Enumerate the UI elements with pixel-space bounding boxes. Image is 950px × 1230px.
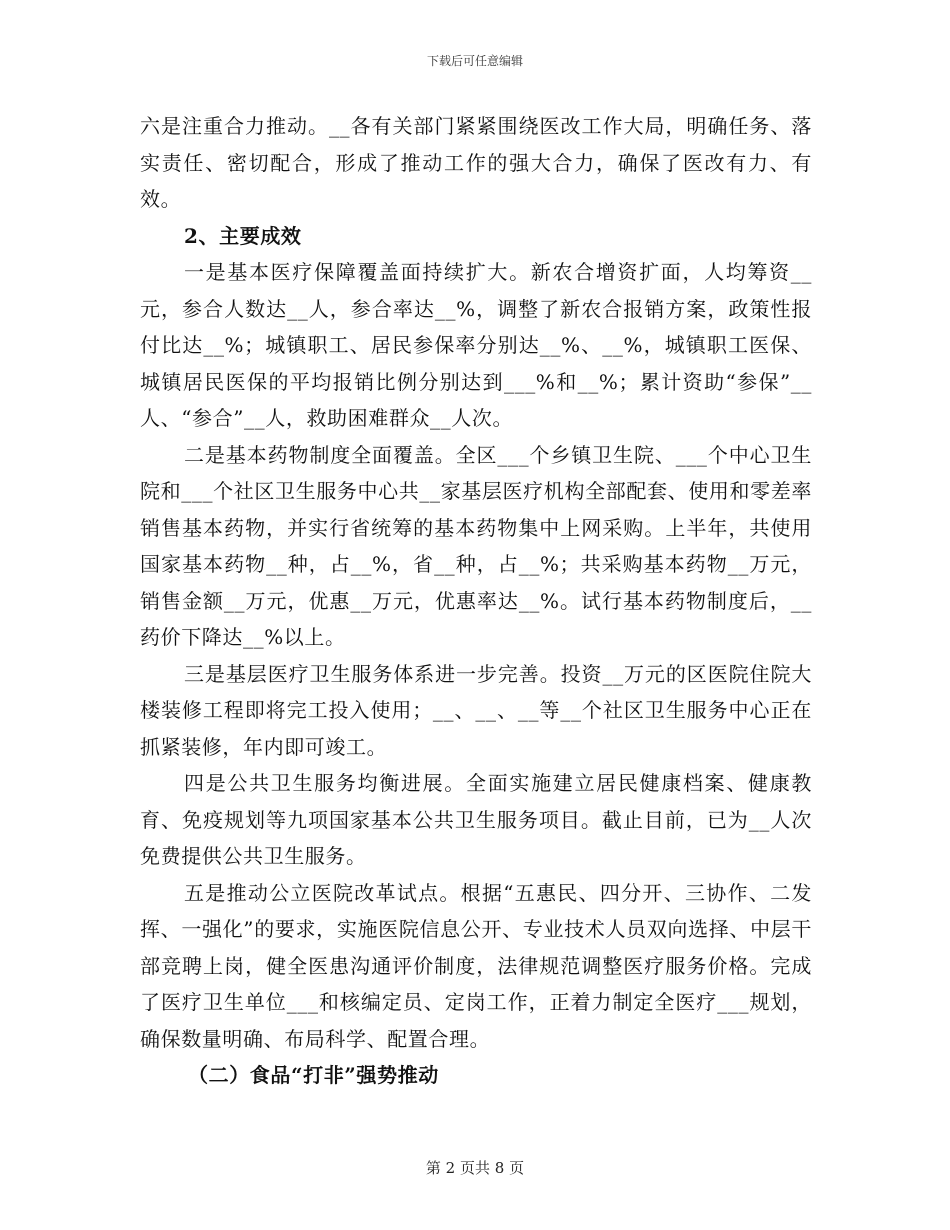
document-body — [140, 108, 812, 1094]
section-heading-food: （二）食品“打非”强势推动 — [188, 1063, 439, 1087]
paragraph-medical-insurance: 一是基本医疗保障覆盖面持续扩大。新农合增资扩面，人均筹资__元，参合人数达__人，参合率达__%，调整了新农合报销方案，政策性报付比达__%；城镇职工、居民参保率分别达__%、__%，城镇职工医保、城镇居民医保的平均报销比例分别达到___%和__%；累计资助“参保”__人、“参合”__人，救助困难群众__人次。 — [140, 260, 812, 430]
paragraph-hospital-reform: 五是推动公立医院改革试点。根据“五惠民、四分开、三协作、二发挥、一强化”的要求，实施医院信息公开、专业技术人员双向选择、中层干部竞聘上岗，健全医患沟通评价制度，法律规范调整医疗服务价格。完成了医疗卫生单位___和核编定员、定岗工作，正着力制定全医疗___规划，确保数量明确、布局科学、配置合理。 — [140, 880, 812, 1051]
page-header: 下载后可任意编辑 — [426, 54, 523, 68]
paragraph-primary-care: 三是基层医疗卫生服务体系进一步完善。投资__万元的区医院住院大楼装修工程即将完工投入使用；__、__、__等__个社区卫生服务中心正在抓紧装修，年内即可竣工。 — [140, 661, 812, 759]
paragraph-essential-drugs: 二是基本药物制度全面覆盖。全区___个乡镇卫生院、___个中心卫生院和___个社区卫生服务中心共__家基层医疗机构全部配套、使用和零差率销售基本药物，并实行省统筹的基本药物集中上网采购。上半年，共使用国家基本药物__种，占__%，省__种，占__%；共采购基本药物__万元，销售金额__万元，优惠__万元，优惠率达__%。试行基本药物制度后，__药价下降达__%以上。 — [140, 442, 812, 649]
section-heading-results: 2、主要成效 — [184, 223, 302, 248]
paragraph-intro: 六是注重合力推动。__各有关部门紧紧围绕医改工作大局，明确任务、落实责任、密切配合，形成了推动工作的强大合力，确保了医改有力、有效。 — [140, 114, 812, 211]
page-number: 第 2 页共 8 页 — [425, 1159, 525, 1177]
paragraph-public-health: 四是公共卫生服务均衡进展。全面实施建立居民健康档案、健康教育、免疫规划等九项国家基本公共卫生服务项目。截止目前，已为__人次免费提供公共卫生服务。 — [140, 771, 812, 868]
